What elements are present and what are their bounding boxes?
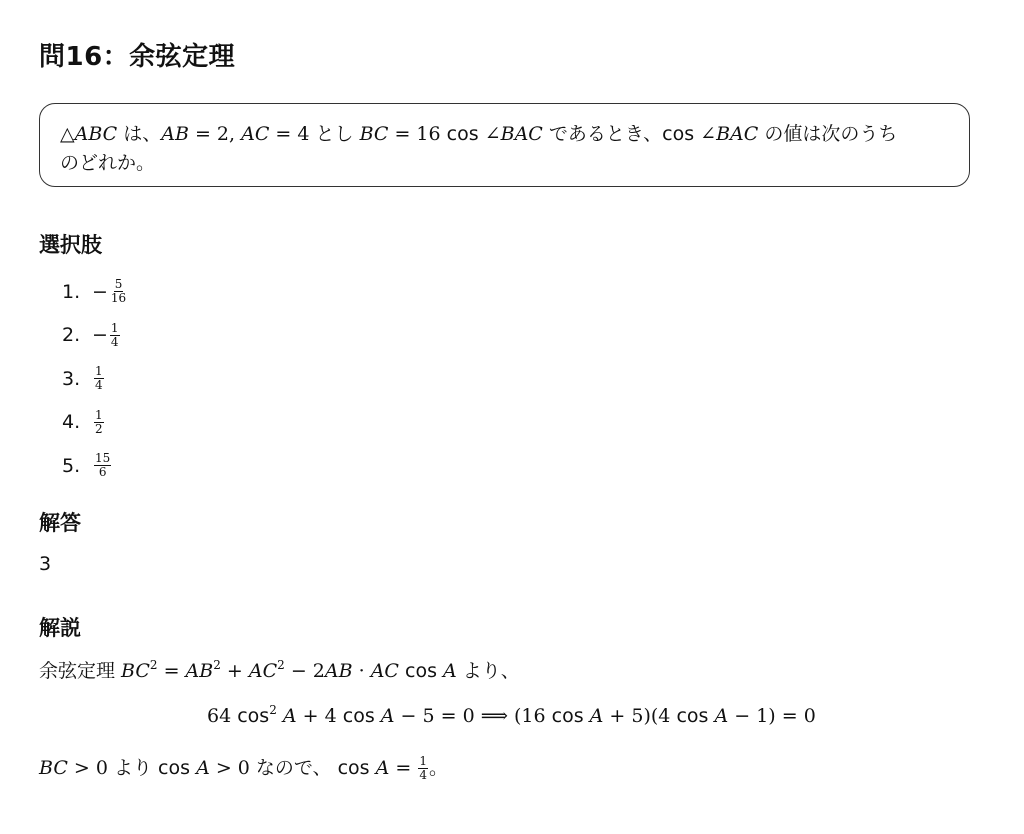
math-op: − 1) = 0 (728, 705, 816, 727)
choice-number: 3. (62, 367, 81, 390)
fraction-numerator: 1 (95, 407, 103, 422)
math-op: = (389, 757, 418, 779)
angle-name: BAC (716, 123, 759, 145)
choice-item[interactable] (62, 357, 128, 401)
math-op: > 0 (67, 757, 108, 779)
cos-function: cos (158, 757, 197, 779)
choice-fraction (110, 278, 127, 305)
problem-line-2: のどれか。 (60, 152, 156, 174)
math-var: A (375, 757, 390, 779)
angle-symbol: ∠ (484, 123, 501, 145)
choice-number: 5. (62, 454, 81, 477)
answer-value: 3 (39, 553, 52, 575)
cos-function: cos (398, 660, 444, 682)
choice-item[interactable] (62, 314, 128, 358)
problem-text: であるとき、 (542, 123, 663, 145)
problem-statement-box (39, 103, 970, 187)
fraction-denominator: 4 (419, 768, 427, 782)
math-exponent: 2 (269, 703, 277, 717)
math-exponent: 2 (277, 658, 285, 672)
explanation-text: より、 (456, 660, 520, 682)
math-var: AC (370, 660, 399, 682)
problem-text: とし (309, 123, 360, 145)
fraction-numerator: 5 (114, 277, 123, 292)
math-var: A (196, 757, 210, 779)
cos-function: cos (662, 123, 695, 145)
choices-list (62, 270, 128, 488)
choice-sign: − (92, 324, 108, 347)
fraction-denominator: 6 (98, 465, 107, 480)
side-ab: AB (161, 123, 189, 145)
page-title: 問16：余弦定理 (39, 42, 236, 72)
math-op: = (157, 660, 186, 682)
explanation-text: なので、 (249, 757, 338, 779)
math-op: + (220, 660, 249, 682)
choice-number: 4. (62, 411, 81, 434)
problem-line-1 (60, 120, 949, 149)
cos-function: cos (336, 705, 381, 727)
fraction-numerator: 1 (419, 754, 427, 768)
math-var: AB (324, 660, 353, 682)
choice-number: 2. (62, 324, 81, 347)
angle-name: BAC (500, 123, 543, 145)
math-var: A (714, 705, 729, 727)
side-ab-value: = 2, (188, 123, 242, 145)
explanation-equation (207, 705, 816, 727)
result-fraction (418, 755, 428, 782)
triangle-name: ABC (74, 123, 118, 145)
explanation-text: 。 (428, 757, 448, 779)
triangle-symbol: △ (60, 123, 75, 145)
math-var: A (589, 705, 604, 727)
math-op: · (352, 660, 371, 682)
math-op: − 5 = 0 ⟹ (16 (394, 705, 546, 727)
math-var: A (443, 660, 457, 682)
math-var: AC (248, 660, 278, 682)
side-ac-value: = 4 (269, 123, 310, 145)
choice-fraction (110, 322, 120, 349)
choice-item[interactable] (62, 444, 128, 488)
cos-function: cos (231, 705, 270, 727)
choice-fraction (94, 452, 111, 479)
cos-function: cos (446, 123, 479, 145)
explanation-heading: 解説 (39, 616, 81, 640)
math-op: + 5)(4 (603, 705, 671, 727)
problem-text: は、 (117, 123, 162, 145)
choice-fraction (94, 365, 104, 392)
fraction-denominator: 4 (110, 334, 119, 349)
math-exponent: 2 (213, 658, 221, 672)
side-bc: BC (359, 123, 389, 145)
fraction-numerator: 1 (110, 320, 119, 335)
choice-sign: − (92, 280, 108, 303)
math-op: > 0 (209, 757, 250, 779)
cos-function: cos (670, 705, 715, 727)
math-number: 64 (207, 705, 232, 727)
side-ac: AC (241, 123, 270, 145)
math-exponent: 2 (149, 658, 158, 672)
explanation-line-3 (39, 753, 448, 782)
math-op: − 2 (284, 660, 325, 682)
fraction-numerator: 15 (95, 451, 111, 466)
math-var: BC (39, 757, 68, 779)
fraction-denominator: 16 (110, 291, 127, 306)
math-op: + 4 (296, 705, 337, 727)
math-var: A (380, 705, 395, 727)
math-var: BC (121, 660, 150, 682)
fraction-denominator: 2 (95, 421, 103, 436)
cos-function: cos (337, 757, 376, 779)
problem-text: の値は次のうち (758, 123, 898, 145)
choice-item[interactable] (62, 270, 128, 314)
side-bc-value: = 16 (388, 123, 441, 145)
choices-heading: 選択肢 (39, 233, 102, 257)
choice-fraction (94, 409, 104, 436)
angle-symbol: ∠ (700, 123, 717, 145)
explanation-text: より (107, 757, 159, 779)
fraction-denominator: 4 (95, 378, 103, 393)
explanation-text: 余弦定理 (39, 660, 122, 682)
fraction-numerator: 1 (95, 364, 103, 379)
answer-heading: 解答 (39, 511, 81, 535)
math-var: AB (185, 660, 214, 682)
choice-number: 1. (62, 280, 81, 303)
math-var: A (276, 705, 297, 727)
explanation-line-1 (39, 656, 520, 683)
cos-function: cos (545, 705, 590, 727)
choice-item[interactable] (62, 401, 128, 445)
